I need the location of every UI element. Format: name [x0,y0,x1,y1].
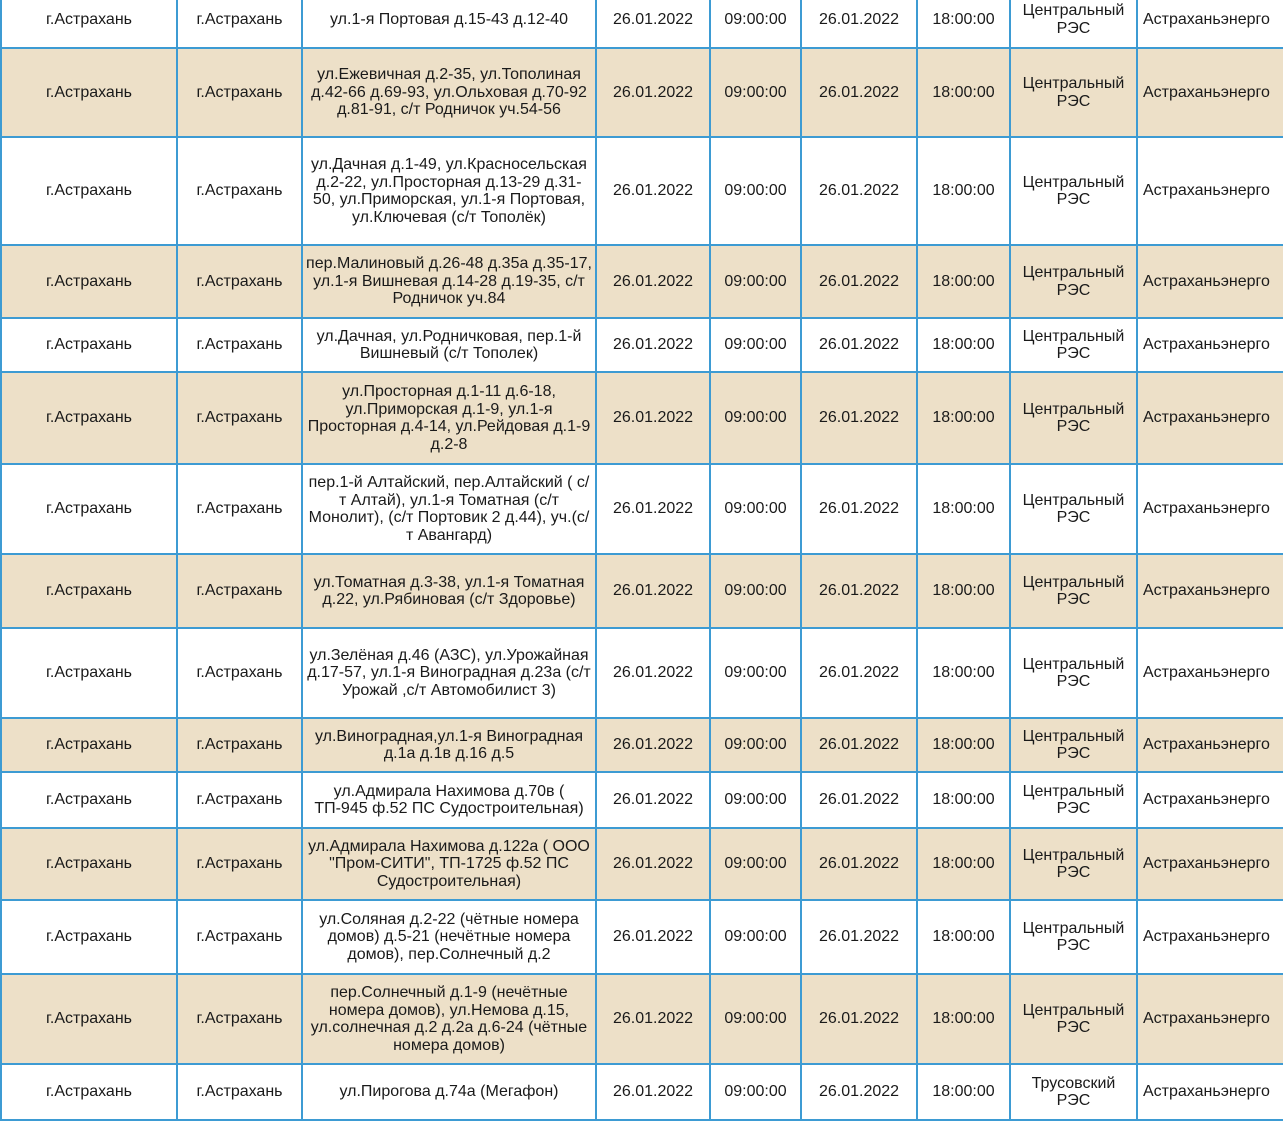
address-cell: ул.Виноградная,ул.1-я Виноградная д.1а д.1в д.16 д.5 [302,718,596,772]
start-date-cell: 26.01.2022 [596,137,710,245]
address-cell: пер.Солнечный д.1-9 (нечётные номера домов), ул.Немова д.15, ул.солнечная д.2 д.2а д.6-24 (чётные номера домов) [302,974,596,1064]
organization-cell: Астраханьэнерго [1137,772,1283,828]
end-time-cell: 18:00:00 [917,974,1010,1064]
start-time-cell: 09:00:00 [710,772,801,828]
end-time-cell: 18:00:00 [917,464,1010,554]
table-row [1,0,1283,48]
district-cell: Центральный РЭС [1010,828,1137,900]
district-cell: Центральный РЭС [1010,628,1137,718]
address-cell: ул.Адмирала Нахимова д.122а ( ООО "Пром-СИТИ", ТП-1725 ф.52 ПС Судостроительная) [302,828,596,900]
address-cell: ул.Просторная д.1-11 д.6-18, ул.Приморская д.1-9, ул.1-я Просторная д.4-14, ул.Рейдовая д.1-9 д.2-8 [302,372,596,464]
city-cell: г.Астрахань [1,554,177,628]
address-cell: пер.Малиновый д.26-48 д.35а д.35-17, ул.1-я Вишневая д.14-28 д.19-35, с/т Родничок уч.84 [302,245,596,318]
table-row [1,1064,1283,1120]
start-time-cell: 09:00:00 [710,828,801,900]
city-cell: г.Астрахань [1,628,177,718]
address-cell: пер.1-й Алтайский, пер.Алтайский ( с/т Алтай), ул.1-я Томатная (с/т Монолит), (с/т Портовик 2 д.44), уч.(с/т Авангард) [302,464,596,554]
organization-cell: Астраханьэнерго [1137,372,1283,464]
start-time-cell: 09:00:00 [710,48,801,137]
locality-cell: г.Астрахань [177,372,302,464]
organization-cell: Астраханьэнерго [1137,718,1283,772]
organization-cell: Астраханьэнерго [1137,900,1283,974]
locality-cell: г.Астрахань [177,974,302,1064]
start-date-cell: 26.01.2022 [596,464,710,554]
start-time-cell: 09:00:00 [710,318,801,372]
city-cell: г.Астрахань [1,974,177,1064]
start-time-cell: 09:00:00 [710,900,801,974]
district-cell: Центральный РЭС [1010,137,1137,245]
district-cell: Центральный РЭС [1010,974,1137,1064]
city-cell: г.Астрахань [1,0,177,48]
organization-cell: Астраханьэнерго [1137,137,1283,245]
end-time-cell: 18:00:00 [917,628,1010,718]
locality-cell: г.Астрахань [177,464,302,554]
organization-cell: Астраханьэнерго [1137,1064,1283,1120]
start-date-cell: 26.01.2022 [596,318,710,372]
city-cell: г.Астрахань [1,900,177,974]
end-date-cell: 26.01.2022 [801,718,917,772]
start-date-cell: 26.01.2022 [596,1064,710,1120]
district-cell: Центральный РЭС [1010,245,1137,318]
locality-cell: г.Астрахань [177,0,302,48]
end-date-cell: 26.01.2022 [801,0,917,48]
district-cell: Центральный РЭС [1010,464,1137,554]
end-time-cell: 18:00:00 [917,828,1010,900]
start-time-cell: 09:00:00 [710,628,801,718]
district-cell: Трусовский РЭС [1010,1064,1137,1120]
end-time-cell: 18:00:00 [917,1064,1010,1120]
locality-cell: г.Астрахань [177,900,302,974]
start-date-cell: 26.01.2022 [596,900,710,974]
organization-cell: Астраханьэнерго [1137,48,1283,137]
start-time-cell: 09:00:00 [710,372,801,464]
start-date-cell: 26.01.2022 [596,974,710,1064]
end-time-cell: 18:00:00 [917,772,1010,828]
end-time-cell: 18:00:00 [917,554,1010,628]
end-date-cell: 26.01.2022 [801,554,917,628]
district-cell: Центральный РЭС [1010,0,1137,48]
district-cell: Центральный РЭС [1010,372,1137,464]
start-date-cell: 26.01.2022 [596,245,710,318]
locality-cell: г.Астрахань [177,245,302,318]
end-time-cell: 18:00:00 [917,245,1010,318]
end-time-cell: 18:00:00 [917,137,1010,245]
end-date-cell: 26.01.2022 [801,372,917,464]
end-date-cell: 26.01.2022 [801,48,917,137]
locality-cell: г.Астрахань [177,1064,302,1120]
organization-cell: Астраханьэнерго [1137,464,1283,554]
table-row [1,464,1283,554]
district-cell: Центральный РЭС [1010,554,1137,628]
organization-cell: Астраханьэнерго [1137,554,1283,628]
organization-cell: Астраханьэнерго [1137,974,1283,1064]
city-cell: г.Астрахань [1,1064,177,1120]
city-cell: г.Астрахань [1,372,177,464]
city-cell: г.Астрахань [1,718,177,772]
end-time-cell: 18:00:00 [917,318,1010,372]
table-row [1,628,1283,718]
table-row [1,974,1283,1064]
locality-cell: г.Астрахань [177,554,302,628]
district-cell: Центральный РЭС [1010,772,1137,828]
end-date-cell: 26.01.2022 [801,628,917,718]
locality-cell: г.Астрахань [177,48,302,137]
table-row [1,718,1283,772]
end-time-cell: 18:00:00 [917,372,1010,464]
locality-cell: г.Астрахань [177,772,302,828]
start-time-cell: 09:00:00 [710,718,801,772]
start-date-cell: 26.01.2022 [596,48,710,137]
end-date-cell: 26.01.2022 [801,464,917,554]
city-cell: г.Астрахань [1,245,177,318]
address-cell: ул.Пирогова д.74а (Мегафон) [302,1064,596,1120]
organization-cell: Астраханьэнерго [1137,0,1283,48]
end-date-cell: 26.01.2022 [801,828,917,900]
address-cell: ул.Дачная, ул.Родничковая, пер.1-й Вишневый (с/т Тополек) [302,318,596,372]
address-cell: ул.Соляная д.2-22 (чётные номера домов) д.5-21 (нечётные номера домов), пер.Солнечный д.2 [302,900,596,974]
table-row [1,245,1283,318]
table-row [1,828,1283,900]
start-date-cell: 26.01.2022 [596,0,710,48]
city-cell: г.Астрахань [1,464,177,554]
city-cell: г.Астрахань [1,828,177,900]
table-row [1,318,1283,372]
end-time-cell: 18:00:00 [917,900,1010,974]
start-time-cell: 09:00:00 [710,464,801,554]
start-date-cell: 26.01.2022 [596,372,710,464]
district-cell: Центральный РЭС [1010,48,1137,137]
address-cell: ул.Зелёная д.46 (АЗС), ул.Урожайная д.17-57, ул.1-я Виноградная д.23а (с/т Урожай ,с/т Автомобилист 3) [302,628,596,718]
end-date-cell: 26.01.2022 [801,772,917,828]
start-time-cell: 09:00:00 [710,974,801,1064]
city-cell: г.Астрахань [1,772,177,828]
district-cell: Центральный РЭС [1010,900,1137,974]
start-time-cell: 09:00:00 [710,1064,801,1120]
table-row [1,137,1283,245]
end-date-cell: 26.01.2022 [801,245,917,318]
address-cell: ул.Адмирала Нахимова д.70в ( ТП-945 ф.52 ПС Судостроительная) [302,772,596,828]
address-cell: ул.Ежевичная д.2-35, ул.Тополиная д.42-66 д.69-93, ул.Ольховая д.70-92 д.81-91, с/т Родничок уч.54-56 [302,48,596,137]
end-date-cell: 26.01.2022 [801,974,917,1064]
table-row [1,900,1283,974]
table-row [1,772,1283,828]
end-time-cell: 18:00:00 [917,0,1010,48]
locality-cell: г.Астрахань [177,828,302,900]
locality-cell: г.Астрахань [177,628,302,718]
start-date-cell: 26.01.2022 [596,628,710,718]
end-date-cell: 26.01.2022 [801,1064,917,1120]
table-body [1,0,1283,1120]
locality-cell: г.Астрахань [177,718,302,772]
start-time-cell: 09:00:00 [710,137,801,245]
city-cell: г.Астрахань [1,137,177,245]
start-date-cell: 26.01.2022 [596,772,710,828]
end-date-cell: 26.01.2022 [801,137,917,245]
table-row [1,372,1283,464]
start-date-cell: 26.01.2022 [596,828,710,900]
organization-cell: Астраханьэнерго [1137,245,1283,318]
address-cell: ул.Дачная д.1-49, ул.Красносельская д.2-22, ул.Просторная д.13-29 д.31-50, ул.Приморская, ул.1-я Портовая, ул.Ключевая (с/т Тополёк) [302,137,596,245]
organization-cell: Астраханьэнерго [1137,828,1283,900]
city-cell: г.Астрахань [1,48,177,137]
district-cell: Центральный РЭС [1010,318,1137,372]
start-time-cell: 09:00:00 [710,0,801,48]
address-cell: ул.1-я Портовая д.15-43 д.12-40 [302,0,596,48]
organization-cell: Астраханьэнерго [1137,318,1283,372]
address-cell: ул.Томатная д.3-38, ул.1-я Томатная д.22, ул.Рябиновая (с/т Здоровье) [302,554,596,628]
city-cell: г.Астрахань [1,318,177,372]
locality-cell: г.Астрахань [177,137,302,245]
table-row [1,554,1283,628]
start-date-cell: 26.01.2022 [596,718,710,772]
end-date-cell: 26.01.2022 [801,900,917,974]
locality-cell: г.Астрахань [177,318,302,372]
organization-cell: Астраханьэнерго [1137,628,1283,718]
district-cell: Центральный РЭС [1010,718,1137,772]
end-date-cell: 26.01.2022 [801,318,917,372]
end-time-cell: 18:00:00 [917,718,1010,772]
table-row [1,48,1283,137]
start-time-cell: 09:00:00 [710,245,801,318]
end-time-cell: 18:00:00 [917,48,1010,137]
start-time-cell: 09:00:00 [710,554,801,628]
start-date-cell: 26.01.2022 [596,554,710,628]
